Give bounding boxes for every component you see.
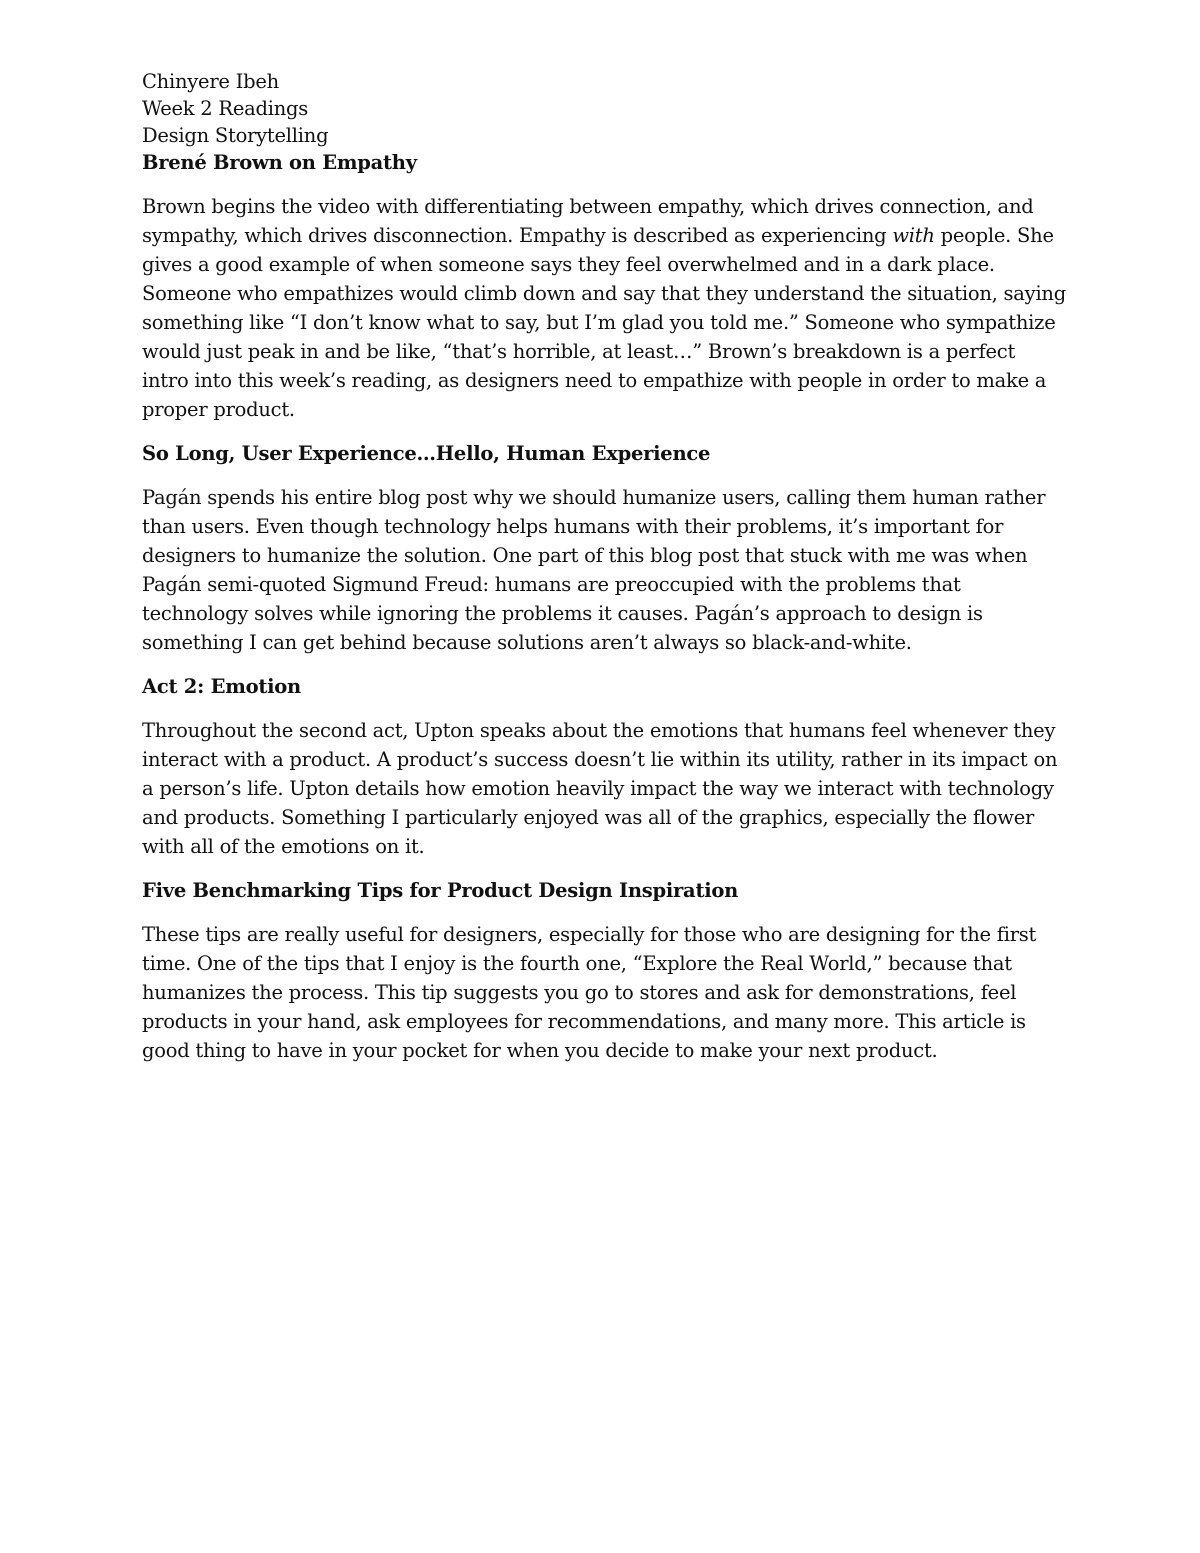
paragraph-text-part: people. She gives a good example of when someone says they feel overwhelmed and in a dark place. Someone who empathizes would climb down and say that they understand the situation, saying something like “I don’t know what to say, but I’m glad you told me.” Someone who sympathize would just peak in and be like, “that’s horrible, at least…” Brown’s breakdown is a perfect intro into this week’s reading, as designers need to empathize with people in order to make a proper product.	[142, 224, 1066, 421]
paragraph-text-part: Brown begins the video with differentiating between empathy, which drives connection, and sympathy, which drives disconnection. Empathy is described as experiencing	[142, 195, 1034, 247]
course-name: Design Storytelling	[142, 124, 329, 147]
section-paragraph-emotion: Throughout the second act, Upton speaks about the emotions that humans feel whenever they interact with a product. A product’s success doesn’t lie within its utility, rather in its impact on a person’s life. Upton details how emotion heavily impact the way we interact with technology and products. Something I particularly enjoyed was all of the graphics, especially the flower with all of the emotions on it.	[142, 719, 1058, 858]
week-label: Week 2 Readings	[142, 97, 309, 120]
section-title-empathy: Brené Brown on Empathy	[142, 151, 417, 174]
section-paragraph-human-experience: Pagán spends his entire blog post why we should humanize users, calling them human rather than users. Even though technology helps humans with their problems, it’s important for designers to humanize the solution. One part of this blog post that stuck with me was when Pagán semi-quoted Sigmund Freud: humans are preoccupied with the problems that technology solves while ignoring the problems it causes. Pagán’s approach to design is something I can get behind because solutions aren’t always so black-and-white.	[142, 486, 1046, 654]
document-page	[142, 68, 1067, 1065]
section-title-human-experience: So Long, User Experience…Hello, Human Experience	[142, 442, 711, 465]
section-title-emotion: Act 2: Emotion	[142, 675, 301, 698]
italic-emphasis: with	[892, 224, 935, 247]
author-name: Chinyere Ibeh	[142, 70, 279, 93]
section-paragraph-empathy	[142, 192, 1067, 424]
section-paragraph-benchmarking: These tips are really useful for designers, especially for those who are designing for the first time. One of the tips that I enjoy is the fourth one, “Explore the Real World,” because that humanizes the process. This tip suggests you go to stores and ask for demonstrations, feel products in your hand, ask employees for recommendations, and many more. This article is good thing to have in your pocket for when you decide to make your next product.	[142, 923, 1037, 1062]
section-title-benchmarking: Five Benchmarking Tips for Product Design Inspiration	[142, 879, 739, 902]
